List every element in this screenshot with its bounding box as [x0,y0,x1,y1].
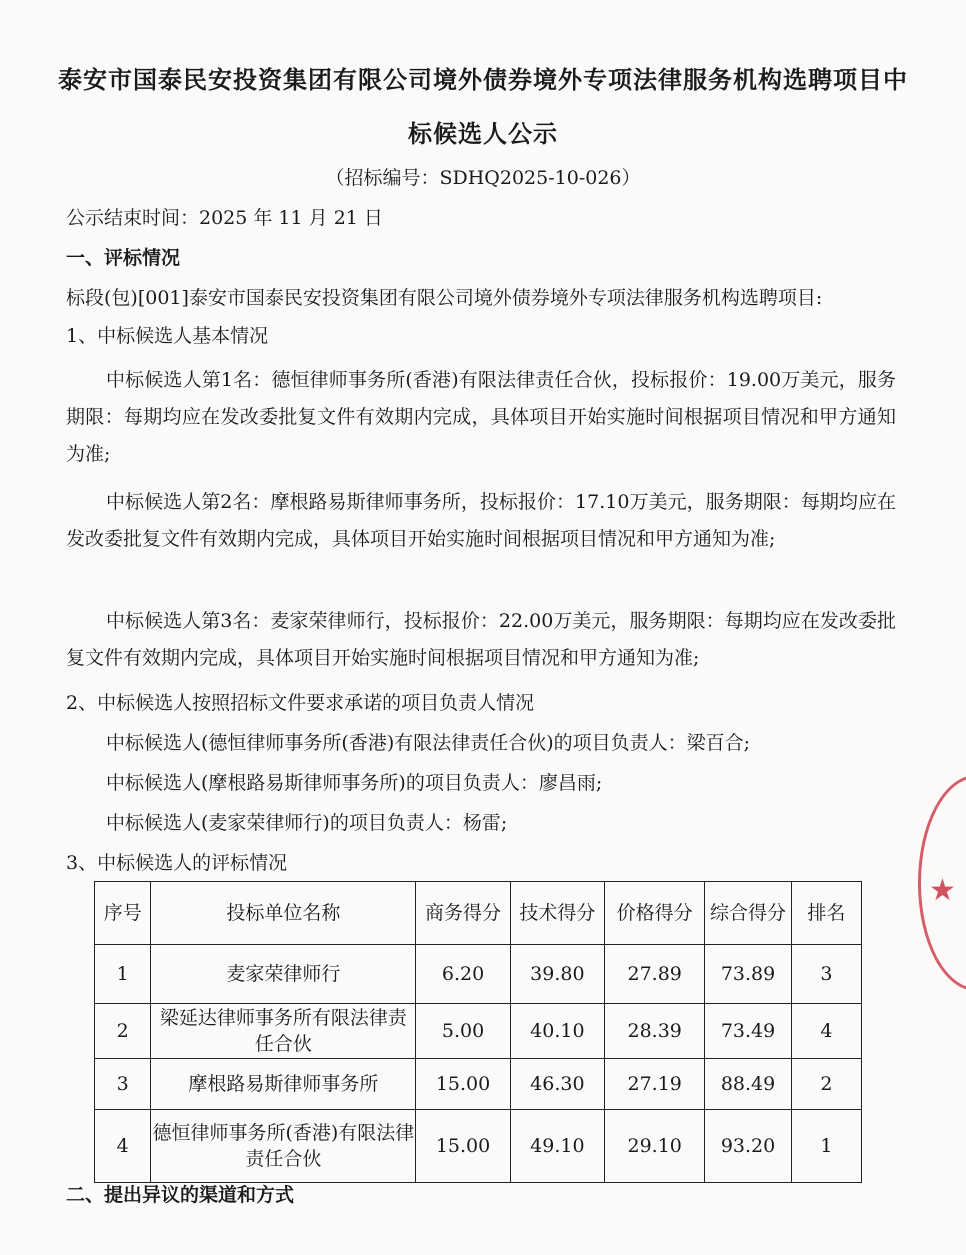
cell-business: 15.00 [416,1110,510,1183]
table-header-row [95,882,862,945]
cell-total: 93.20 [705,1110,791,1183]
sub2-heading: 2、中标候选人按照招标文件要求承诺的项目负责人情况 [66,692,535,714]
cell-price: 29.10 [605,1110,705,1183]
candidate-1: 中标候选人第1名：德恒律师事务所(香港)有限法律责任合伙，投标报价：19.00万美元，服务期限：每期均应在发改委批复文件有效期内完成，具体项目开始实施时间根据项目情况和甲方通知为准; [66,369,896,465]
cell-rank: 1 [791,1110,861,1183]
cell-business: 15.00 [416,1059,510,1110]
table-row [95,1110,862,1183]
cell-name: 梁延达律师事务所有限法律责任合伙 [151,1004,416,1059]
sub1-heading: 1、中标候选人基本情况 [66,325,269,347]
leader-2: 中标候选人(摩根路易斯律师事务所)的项目负责人：廖昌雨; [106,772,603,794]
cell-technical: 39.80 [510,945,604,1004]
header-name: 投标单位名称 [151,882,416,945]
end-date: 公示结束时间：2025 年 11 月 21 日 [66,207,383,229]
table-row [95,1004,862,1059]
cell-rank: 3 [791,945,861,1004]
red-seal-stamp [918,775,966,991]
cell-rank: 4 [791,1004,861,1059]
leader-1: 中标候选人(德恒律师事务所(香港)有限法律责任合伙)的项目负责人：梁百合; [106,732,751,754]
header-no: 序号 [95,882,151,945]
header-price: 价格得分 [605,882,705,945]
section1-heading: 一、评标情况 [66,247,181,269]
table-row [95,1059,862,1110]
header-total: 综合得分 [705,882,791,945]
cell-no: 3 [95,1059,151,1110]
table-row [95,945,862,1004]
header-rank: 排名 [791,882,861,945]
section2-heading: 二、提出异议的渠道和方式 [66,1184,295,1206]
cell-price: 27.89 [605,945,705,1004]
cell-no: 4 [95,1110,151,1183]
cell-price: 27.19 [605,1059,705,1110]
cell-total: 73.49 [705,1004,791,1059]
cell-total: 88.49 [705,1059,791,1110]
leader-3: 中标候选人(麦家荣律师行)的项目负责人：杨雷; [106,812,508,834]
cell-technical: 40.10 [510,1004,604,1059]
cell-no: 2 [95,1004,151,1059]
header-technical: 技术得分 [510,882,604,945]
cell-business: 5.00 [416,1004,510,1059]
sub3-heading: 3、中标候选人的评标情况 [66,852,288,874]
candidate-3: 中标候选人第3名：麦家荣律师行，投标报价：22.00万美元，服务期限：每期均应在发改委批复文件有效期内完成，具体项目开始实施时间根据项目情况和甲方通知为准; [66,610,896,669]
cell-rank: 2 [791,1059,861,1110]
star-icon: ★ [929,873,956,908]
evaluation-table [94,881,862,1183]
cell-no: 1 [95,945,151,1004]
candidate-2: 中标候选人第2名：摩根路易斯律师事务所，投标报价：17.10万美元，服务期限：每期均应在发改委批复文件有效期内完成，具体项目开始实施时间根据项目情况和甲方通知为准; [66,491,896,550]
bid-code: （招标编号：SDHQ2025-10-026） [325,167,641,189]
cell-total: 73.89 [705,945,791,1004]
cell-name: 摩根路易斯律师事务所 [151,1059,416,1110]
cell-price: 28.39 [605,1004,705,1059]
cell-technical: 46.30 [510,1059,604,1110]
doc-title-line1: 泰安市国泰民安投资集团有限公司境外债券境外专项法律服务机构选聘项目中 [58,66,908,94]
cell-name: 麦家荣律师行 [151,945,416,1004]
lot-line: 标段(包)[001]泰安市国泰民安投资集团有限公司境外债券境外专项法律服务机构选聘项目: [66,287,823,309]
header-business: 商务得分 [416,882,510,945]
cell-technical: 49.10 [510,1110,604,1183]
cell-name: 德恒律师事务所(香港)有限法律责任合伙 [151,1110,416,1183]
doc-title-line2: 标候选人公示 [408,120,558,148]
cell-business: 6.20 [416,945,510,1004]
